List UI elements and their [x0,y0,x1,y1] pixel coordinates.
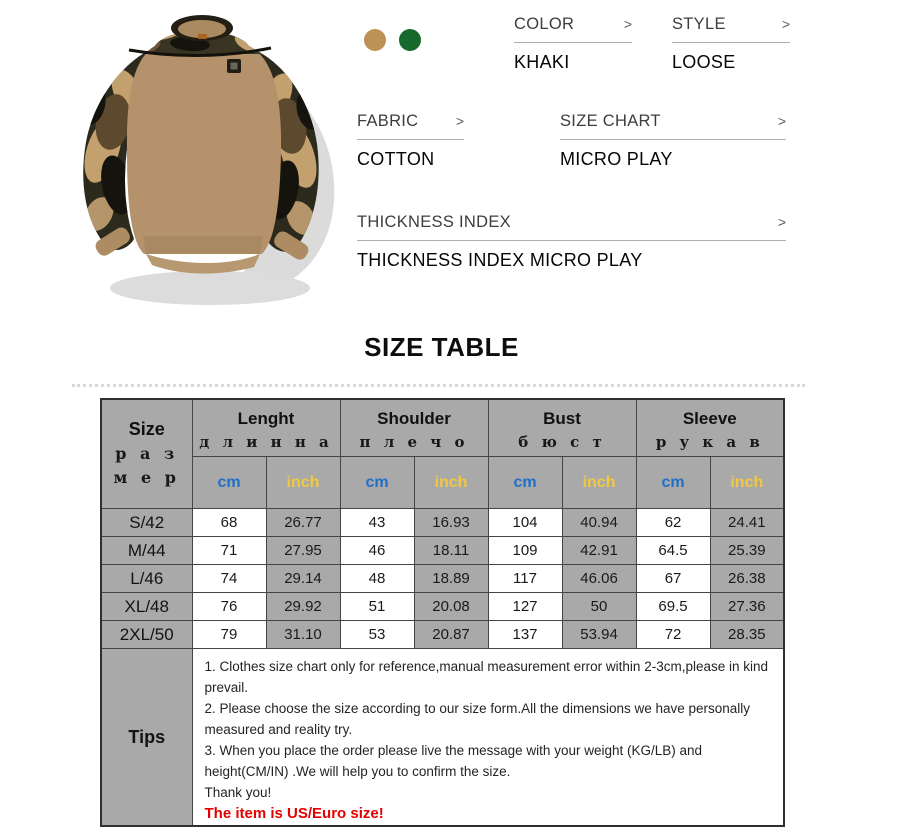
size-label-cell: 2XL/50 [101,621,192,649]
cm-value-cell: 69.5 [636,593,710,621]
table-units-row [101,457,784,509]
cm-value-cell: 46 [340,537,414,565]
sleeve-header-en: Sleeve [682,408,737,428]
size-table-row [101,621,784,649]
cm-value-cell: 79 [192,621,266,649]
chevron-right-icon: > [777,113,786,129]
attribute-style-header[interactable] [672,14,790,43]
inch-unit-header: inch [562,457,636,509]
attribute-fabric-label: FABRIC [357,112,419,130]
size-header-en: Size [128,419,165,440]
attribute-fabric-header[interactable] [357,111,464,140]
size-table [100,398,785,827]
cm-value-cell: 137 [488,621,562,649]
size-table-row [101,537,784,565]
cm-value-cell: 67 [636,565,710,593]
tips-emphasis-line: The item is US/Euro size! [204,805,384,822]
chevron-right-icon: > [623,16,632,32]
attribute-size-chart-value: MICRO PLAY [560,149,673,169]
inch-value-cell: 31.10 [266,621,340,649]
table-group-header-row [101,399,784,457]
cm-value-cell: 127 [488,593,562,621]
attribute-color-label: COLOR [514,15,575,33]
cm-value-cell: 117 [488,565,562,593]
size-table-row [101,509,784,537]
attribute-size-chart-label: SIZE CHART [560,112,661,130]
tips-line: 2. Please choose the size according to our size form.All the dimensions we have personally measured and reality try. [204,701,751,737]
tips-line: Thank you! [204,785,272,800]
inch-value-cell: 29.92 [266,593,340,621]
shoulder-header-ru: п л е ч о [359,432,469,451]
cm-unit-header: cm [636,457,710,509]
inch-value-cell: 27.95 [266,537,340,565]
color-swatch-green[interactable] [399,29,421,51]
inch-value-cell: 24.41 [710,509,784,537]
size-table-title: SIZE TABLE [364,332,519,362]
cm-value-cell: 104 [488,509,562,537]
inch-value-cell: 25.39 [710,537,784,565]
inch-value-cell: 40.94 [562,509,636,537]
attribute-color [514,14,632,73]
cm-unit-header: cm [340,457,414,509]
inch-unit-header: inch [414,457,488,509]
attribute-style-value: LOOSE [672,52,736,72]
chevron-right-icon: > [777,214,786,230]
sleeve-column-header [636,399,784,457]
bust-header-en: Bust [543,408,581,428]
inch-value-cell: 46.06 [562,565,636,593]
shoulder-header-en: Shoulder [377,408,451,428]
inch-value-cell: 42.91 [562,537,636,565]
inch-value-cell: 20.87 [414,621,488,649]
inch-value-cell: 50 [562,593,636,621]
tips-label: Tips [101,649,192,827]
attribute-thickness-index-label: THICKNESS INDEX [357,213,511,231]
size-column-header [101,399,192,509]
attribute-color-header[interactable] [514,14,632,43]
attribute-size-chart [560,111,786,170]
inch-unit-header: inch [266,457,340,509]
bust-column-header [488,399,636,457]
inch-unit-header: inch [710,457,784,509]
length-header-en: Lenght [237,408,295,428]
tips-content [192,649,784,827]
cm-value-cell: 68 [192,509,266,537]
cm-value-cell: 71 [192,537,266,565]
cm-value-cell: 72 [636,621,710,649]
size-table-row [101,565,784,593]
attribute-fabric-value: COTTON [357,149,435,169]
size-label-cell: M/44 [101,537,192,565]
inch-value-cell: 28.35 [710,621,784,649]
inch-value-cell: 18.89 [414,565,488,593]
attribute-size-chart-header[interactable] [560,111,786,140]
cm-unit-header: cm [192,457,266,509]
inch-value-cell: 18.11 [414,537,488,565]
attribute-thickness-index-header[interactable] [357,212,786,241]
length-header-ru: д л и н н а [199,432,333,451]
inch-value-cell: 27.36 [710,593,784,621]
cm-value-cell: 74 [192,565,266,593]
attribute-fabric [357,111,464,170]
sleeve-header-ru: р у к а в [655,432,764,451]
tips-line: 1. Clothes size chart only for reference,manual measurement error within 2-3cm,please in kind prevail. [204,659,769,695]
cm-value-cell: 76 [192,593,266,621]
size-label-cell: L/46 [101,565,192,593]
chevron-right-icon: > [781,16,790,32]
cm-value-cell: 64.5 [636,537,710,565]
inch-value-cell: 20.08 [414,593,488,621]
inch-value-cell: 53.94 [562,621,636,649]
attribute-color-value: KHAKI [514,52,570,72]
product-photo [55,0,345,310]
length-column-header [192,399,340,457]
tips-line: 3. When you place the order please live the message with your weight (KG/LB) and height(CM/IN) .We will help you to confirm the size. [204,743,703,779]
size-label-cell: S/42 [101,509,192,537]
shoulder-column-header [340,399,488,457]
cm-value-cell: 109 [488,537,562,565]
cm-value-cell: 51 [340,593,414,621]
inch-value-cell: 29.14 [266,565,340,593]
cm-value-cell: 43 [340,509,414,537]
cm-value-cell: 53 [340,621,414,649]
inch-value-cell: 16.93 [414,509,488,537]
inch-value-cell: 26.77 [266,509,340,537]
color-swatch-khaki[interactable] [364,29,386,51]
attribute-thickness-index-value: THICKNESS INDEX MICRO PLAY [357,250,643,270]
sweatshirt-illustration [55,0,345,310]
size-table-row [101,593,784,621]
dotted-divider [72,384,805,387]
size-label-cell: XL/48 [101,593,192,621]
attribute-style-label: STYLE [672,15,726,33]
inch-value-cell: 26.38 [710,565,784,593]
size-header-ru: р а з м е р [113,444,180,487]
cm-unit-header: cm [488,457,562,509]
attribute-thickness-index [357,212,786,271]
cm-value-cell: 62 [636,509,710,537]
chevron-right-icon: > [455,113,464,129]
cm-value-cell: 48 [340,565,414,593]
tips-row [101,649,784,827]
attribute-style [672,14,790,73]
bust-header-ru: б ю с т [518,432,606,451]
